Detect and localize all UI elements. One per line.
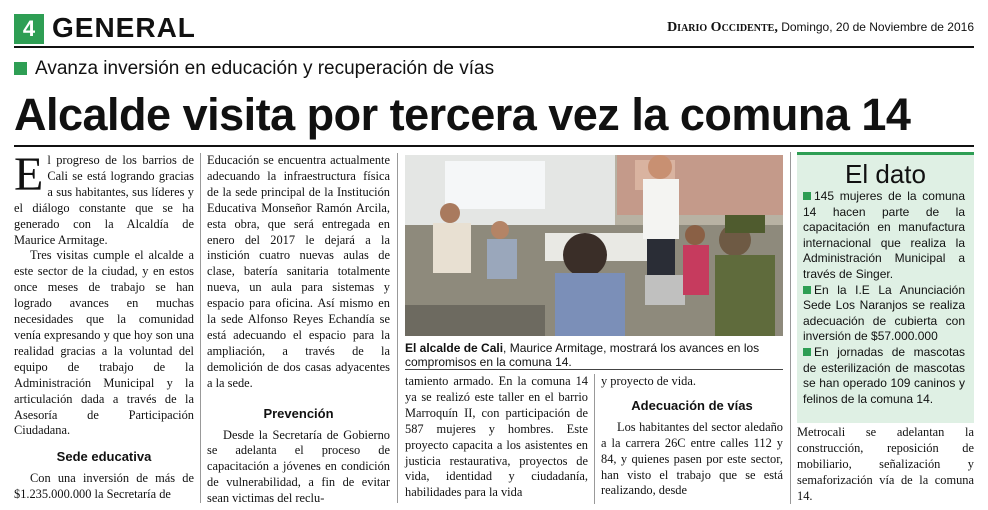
news-photo [405,155,783,336]
subhead: Prevención [263,405,334,421]
caption-rule [405,369,783,370]
paragraph: Educación se encuentra actualmente adecuando la infraestructura física de la sede principal de la Institución Educativa Monseñor Ramón Arcila, esta obra, que será entregada en enero del 2017 le dejará a la instición cuatro nuevas aulas de clase, batería sanitaria totalmente nueva, un aula para sistemas y espacio para oficina. Así mismo en la sede Alfonso Reyes Echandía se está adecuando el espacio para la ampliación, a través de la demolición de dos casas adyacentes a la sede. [207,153,390,390]
paragraph: Desde la Secretaría de Gobierno se adelanta el proceso de capacitación a jóvenes en condición de vulnerabilidad, a fin de evitar sean victimas del reclu- [207,427,390,506]
el-dato-title: El dato [845,159,926,189]
el-dato-list [797,189,974,407]
paragraph [14,148,194,248]
column-4 [601,374,783,499]
column-2 [207,153,390,507]
bullet-square-icon [803,192,811,200]
list-item [803,345,965,407]
kicker [14,58,494,80]
paragraph: Los habitantes del sector aledaño a la carrera 26C entre calles 112 y 84, y quienes pasen por este sector, han visto el trabajo que se está realizando, desde [601,419,783,498]
paragraph: Con una inversión de más de $1.235.000.000 la Secretaría de [14,471,194,502]
column-1 [14,148,194,503]
list-item-text: 145 mujeres de la comuna 14 hacen parte de la capacitación en manufactura internacional que realiza la Administración Municipal a través de Singer. [803,189,965,281]
paragraph: y proyecto de vida. [601,374,696,388]
column-divider [790,152,791,504]
bullet-square-icon [803,286,811,294]
issue-date: Domingo, 20 de Noviembre de 2016 [781,20,974,34]
column-5 [797,425,974,505]
section-number: 4 [14,14,44,44]
paragraph-text: l progreso de los barrios de Cali se está logrando gracias a sus habitantes, sus líderes y el diálogo constante que se ha generado con la Alcaldía de Maurice Armitage. [14,153,194,247]
caption-lead: El alcalde de Cali [405,341,504,355]
paper-name: Diario Occidente, [667,20,778,35]
el-dato-box [797,152,974,423]
column-divider [397,153,398,503]
column-divider [594,374,595,504]
section-name: GENERAL [52,12,196,43]
caption-text: , Maurice Armitage, mostrará los avances en los compromisos en la comuna 14. [405,341,760,369]
paragraph: tamiento armado. En la comuna 14 ya se realizó este taller en el barrio Marroquín II, con participación de 587 mujeres y hombres. Este proyecto capacita a los asistentes en justicia restaurativa, proyectos de vida, identidad y ciudadanía, habilidades para la vida [405,374,588,500]
drop-cap: E [14,148,44,201]
list-item [803,283,965,345]
column-3 [405,374,588,501]
subhead: Adecuación de vías [631,397,753,413]
list-item-text: En la I.E La Anunciación Sede Los Naranjos se realiza adecuación de cubierta con inversión de $57.000.000 [803,282,965,344]
subhead: Sede educativa [56,449,152,465]
list-item [803,189,965,283]
meeting-photo-illustration [405,155,783,336]
bullet-square-icon [14,62,27,75]
bullet-square-icon [803,348,811,356]
paragraph: Tres visitas cumple el alcalde a este sector de la ciudad, y en estos once meses de trabajo se han logrado avances en muchas necesidades que la comunidad venía expresando y que hoy son una realidad gracias a la voluntad del equipo de trabajo de la Administración Municipal y la articulación dada a través de la Asesoría de Participación Ciudadana. [14,248,194,438]
header-rule [14,46,974,48]
kicker-text: Avanza inversión en educación y recuperación de vías [35,58,495,79]
column-divider [200,153,201,503]
headline-rule [14,145,974,147]
masthead [667,20,974,36]
headline: Alcalde visita por tercera vez la comuna 14 [14,89,911,140]
list-item-text: En jornadas de mascotas de esterilización de mascotas se han operado 109 caninos y felinos de la comuna 14. [803,344,965,406]
photo-caption [405,341,783,369]
paragraph: Metrocali se adelantan la construcción, reposición de mobiliario, señalización y semaforización vía de la comuna 14. [797,425,974,503]
